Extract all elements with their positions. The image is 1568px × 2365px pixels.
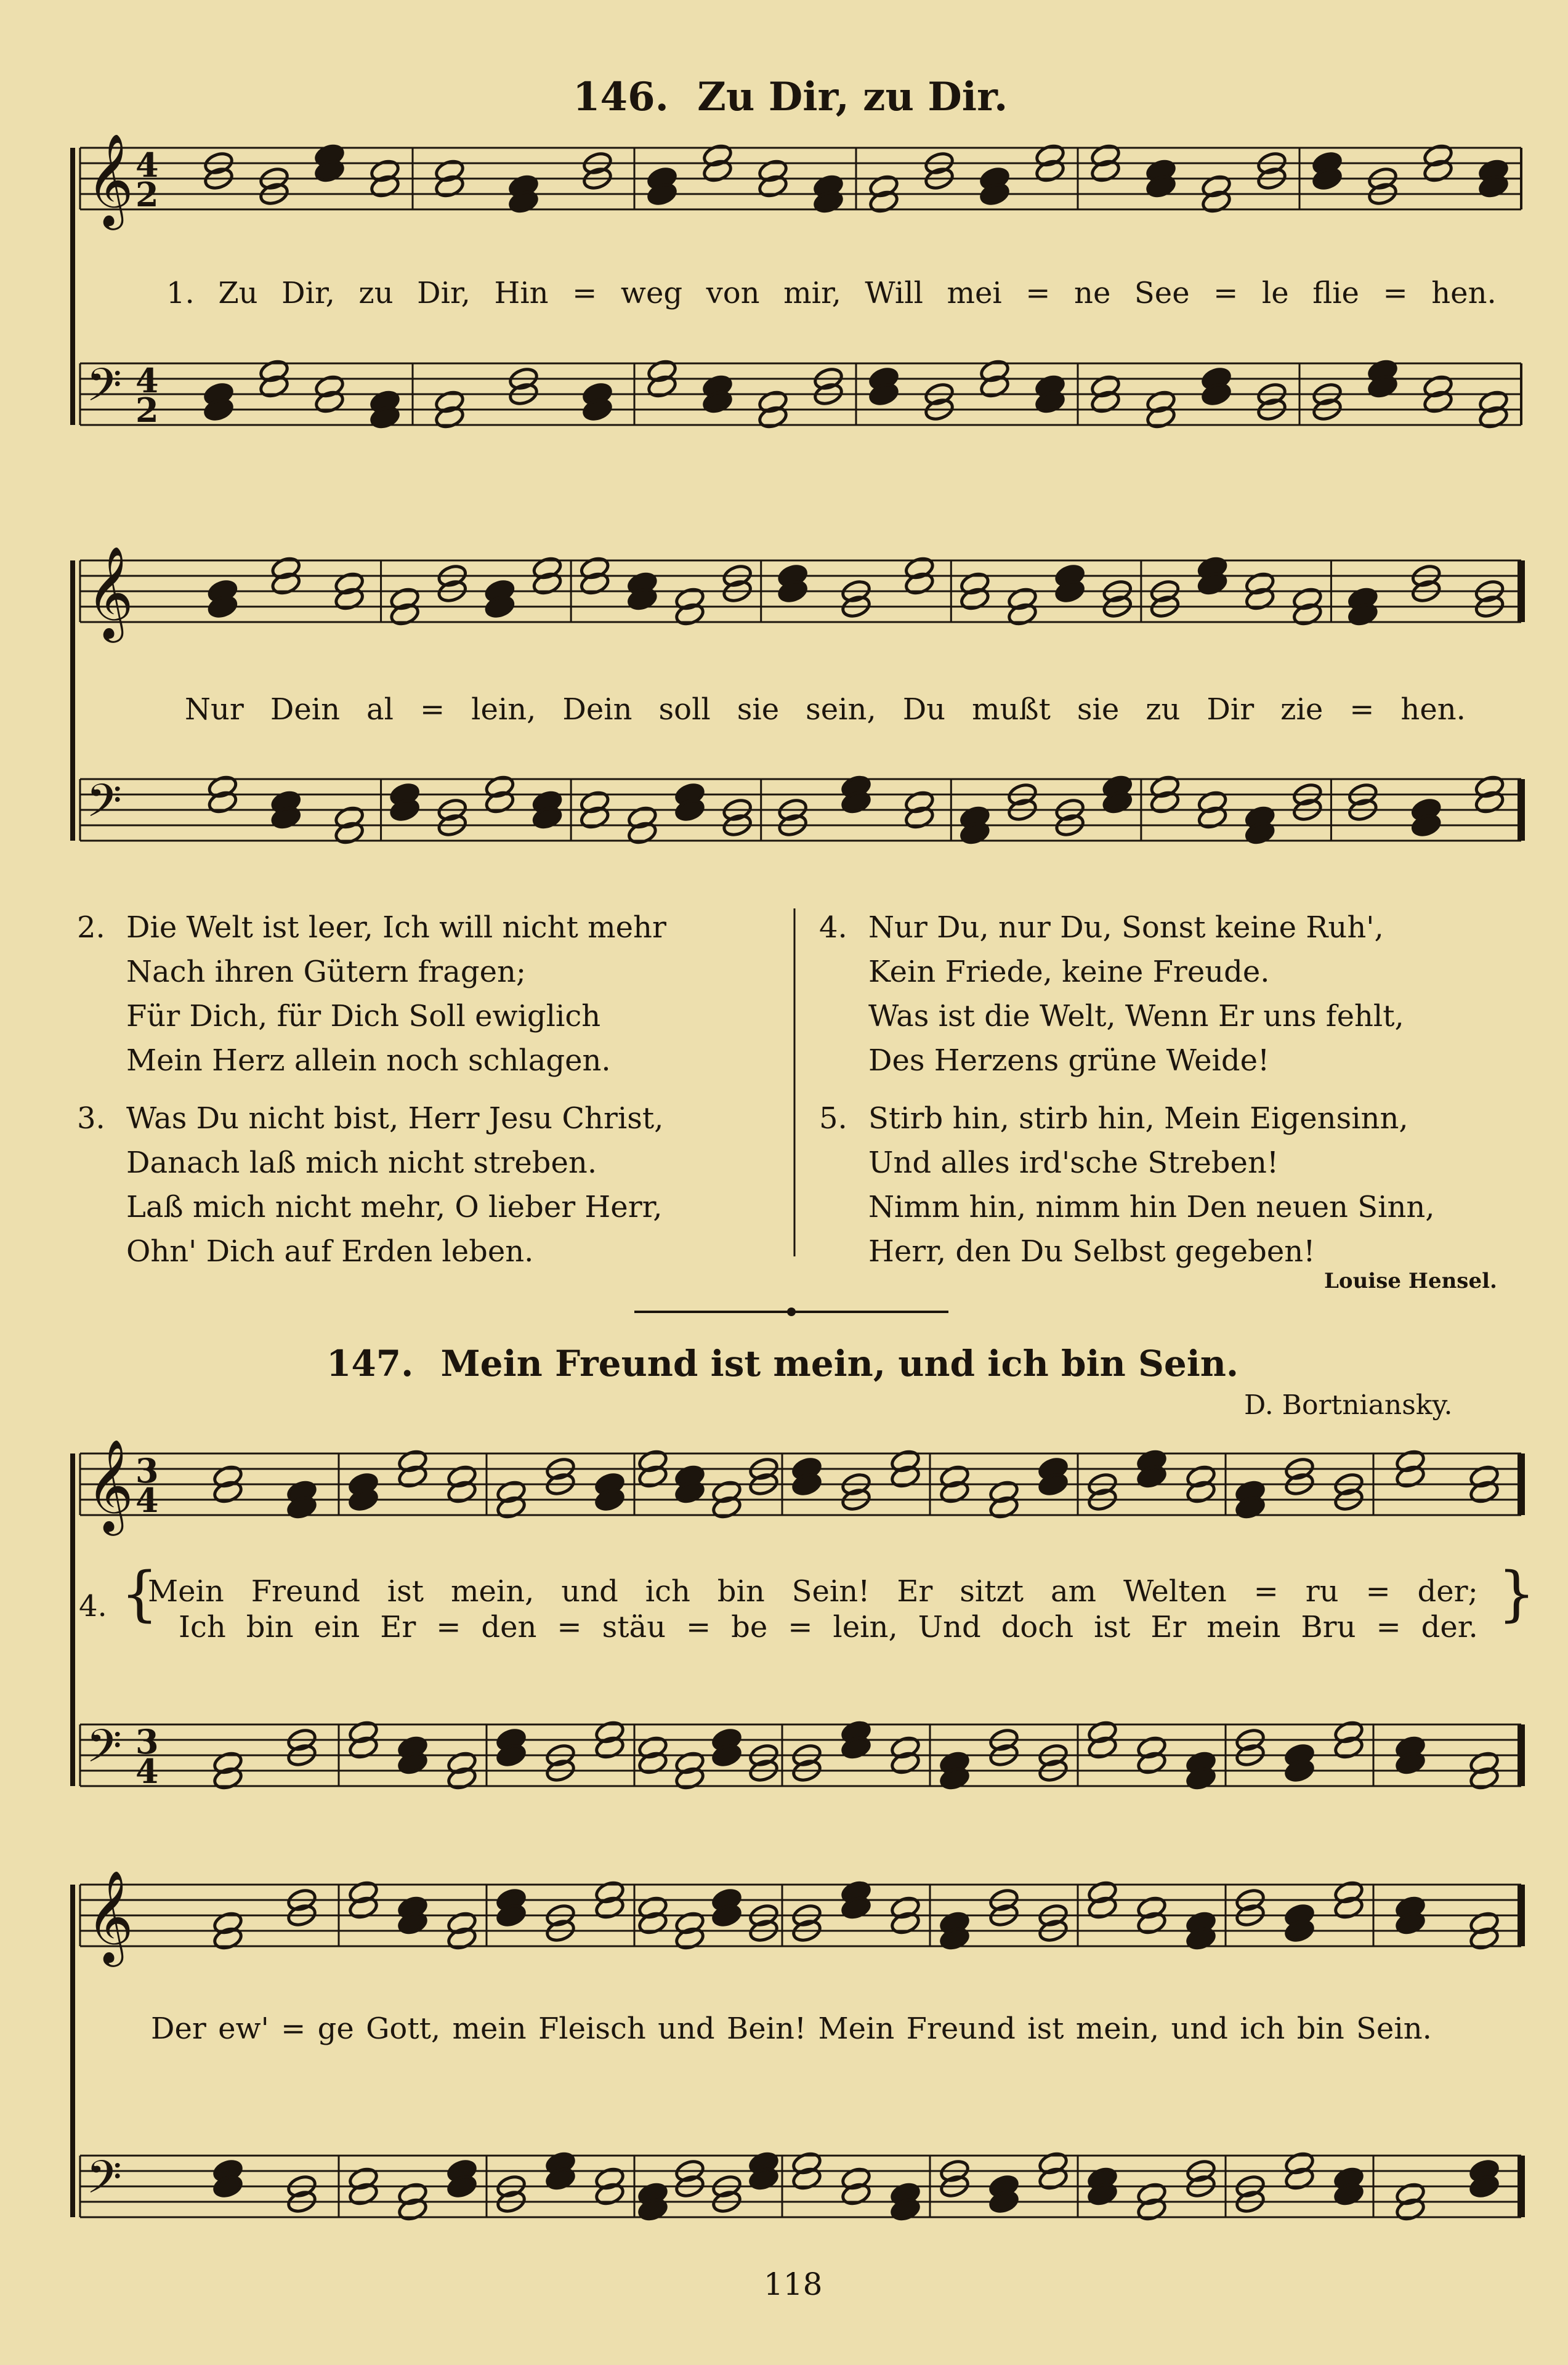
hymn-146-verses-right [819, 905, 1435, 1274]
lyric-syllable: be [731, 1610, 768, 1644]
verse-line: Nimm hin, nimm hin Den neuen Sinn, [868, 1190, 1435, 1224]
lyric-syllable: Er [1150, 1610, 1187, 1644]
lyric-syllable: ist [1027, 2011, 1064, 2046]
lyric-syllable: hen. [1400, 692, 1466, 727]
lyric-syllable: = [1253, 1574, 1279, 1609]
bass-clef-icon: 𝄢 [86, 358, 122, 423]
verse-line: Die Welt ist leer, Ich will nicht mehr [126, 910, 666, 945]
time-signature: 2 [135, 175, 159, 214]
lyric-syllable: sitzt [960, 1574, 1024, 1609]
lyric-syllable: = [685, 1610, 711, 1644]
lyric-syllable: Gott, [366, 2011, 441, 2046]
lyric-syllable: Mein [818, 2011, 895, 2046]
lyric-syllable: mein [452, 2011, 527, 2046]
hymn-146-lyrics-line-1 [166, 276, 1497, 310]
lyric-syllable: = [1213, 276, 1239, 310]
lyric-syllable: der; [1417, 1574, 1478, 1609]
bass-clef-icon: 𝄢 [86, 1720, 122, 1784]
left-brace: { [121, 1559, 159, 1628]
hymn-147-lyrics-line-2 [151, 2011, 1432, 2046]
lyric-syllable: Er [897, 1574, 933, 1609]
verse-line: Laß mich nicht mehr, O lieber Herr, [126, 1190, 663, 1224]
lyric-syllable: = [419, 692, 445, 727]
lyric-syllable: 1. [166, 276, 195, 310]
treble-clef-icon: 𝄞 [86, 545, 134, 639]
hymn-147-verse-number: 4. [79, 1589, 107, 1623]
lyric-syllable: den [481, 1610, 537, 1644]
lyric-syllable: bin [246, 1610, 294, 1644]
lyric-syllable: mei [947, 276, 1002, 310]
lyric-syllable: sie [737, 692, 780, 727]
lyric-syllable: = [1376, 1610, 1401, 1644]
lyric-syllable: = [1349, 692, 1375, 727]
treble-clef-icon: 𝄞 [86, 1869, 134, 1963]
time-signature: 4 [135, 361, 159, 400]
verse-line: Kein Friede, keine Freude. [868, 955, 1270, 989]
lyric-syllable: = [557, 1610, 582, 1644]
lyric-syllable: = [1365, 1574, 1391, 1609]
lyric-syllable: der. [1421, 1610, 1478, 1644]
verse-number: 4. [819, 910, 847, 945]
verse-line: Was Du nicht bist, Herr Jesu Christ, [126, 1101, 664, 1136]
lyric-syllable: lein, [833, 1610, 898, 1644]
verse-block [819, 905, 1435, 1083]
lyric-syllable: Freund [251, 1574, 360, 1609]
lyric-syllable: Welten [1123, 1574, 1227, 1609]
treble-clef-icon: 𝄞 [86, 1438, 134, 1532]
lyric-syllable: ein [313, 1610, 360, 1644]
lyric-syllable: ich [645, 1574, 690, 1609]
verse-line: Nur Du, nur Du, Sonst keine Ruh', [868, 910, 1384, 945]
verse-line: Danach laß mich nicht streben. [126, 1146, 597, 1180]
lyric-syllable: ist [387, 1574, 424, 1609]
bass-clef-icon: 𝄢 [86, 2151, 122, 2215]
hymn-146-verses-left [77, 905, 666, 1274]
lyric-syllable: Mein [148, 1574, 224, 1609]
lyric-syllable: Der [151, 2011, 206, 2046]
time-signature: 4 [135, 1752, 159, 1791]
lyric-syllable: ist [1094, 1610, 1131, 1644]
lyric-syllable: Nur [185, 692, 244, 727]
verse-line: Mein Herz allein noch schlagen. [126, 1043, 611, 1078]
lyric-syllable: mein [1206, 1610, 1281, 1644]
verse-number: 5. [819, 1101, 847, 1136]
hymn-146-title: Zu Dir, zu Dir. [697, 74, 1008, 120]
lyric-syllable: Dir, [417, 276, 471, 310]
lyric-syllable: See [1134, 276, 1190, 310]
lyric-syllable: mein, [1075, 2011, 1160, 2046]
lyric-syllable: hen. [1431, 276, 1497, 310]
verse-line: Was ist die Welt, Wenn Er uns fehlt, [868, 999, 1404, 1033]
lyric-syllable: mußt [972, 692, 1051, 727]
hymn-146-lyrics-line-2 [185, 692, 1466, 727]
lyric-syllable: Will [865, 276, 923, 310]
time-signature: 3 [135, 1722, 159, 1761]
lyric-syllable: sein, [806, 692, 876, 727]
right-brace: } [1498, 1559, 1536, 1628]
verse-number: 3. [77, 1101, 105, 1136]
verse-line: Für Dich, für Dich Soll ewiglich [126, 999, 601, 1033]
verse-number: 2. [77, 910, 105, 945]
hymn-147-composer: D. Bortniansky. [1244, 1389, 1453, 1421]
verse-line: Des Herzens grüne Weide! [868, 1043, 1270, 1078]
lyric-syllable: = [436, 1610, 461, 1644]
lyric-syllable: am [1050, 1574, 1097, 1609]
lyric-syllable: stäu [602, 1610, 666, 1644]
verse-line: Herr, den Du Selbst gegeben! [868, 1234, 1315, 1269]
time-signature: 2 [135, 390, 159, 430]
separator-dot [787, 1308, 796, 1316]
lyric-syllable: Zu [218, 276, 258, 310]
lyric-syllable: Freund [906, 2011, 1016, 2046]
lyric-syllable: ew' [218, 2011, 269, 2046]
page-number: 118 [764, 2266, 823, 2302]
lyric-syllable: = [1383, 276, 1408, 310]
hymn-147-lyrics-line-1b [179, 1610, 1478, 1644]
time-signature: 4 [135, 145, 159, 185]
lyric-syllable: mir, [783, 276, 841, 310]
lyric-syllable: = [281, 2011, 306, 2046]
lyric-syllable: und [561, 1574, 618, 1609]
lyric-syllable: Sein! [791, 1574, 870, 1609]
hymn-146-number: 146. [573, 74, 669, 120]
hymn-147-lyrics-line-1a [148, 1574, 1478, 1609]
lyric-syllable: Dir, [281, 276, 335, 310]
hymn-146-author: Louise Hensel. [1324, 1269, 1497, 1293]
lyric-syllable: Dir [1206, 692, 1255, 727]
lyric-syllable: = [788, 1610, 813, 1644]
lyric-syllable: ich [1240, 2011, 1285, 2046]
lyric-syllable: mein, [450, 1574, 535, 1609]
lyric-syllable: ge [317, 2011, 354, 2046]
lyric-syllable: weg [620, 276, 683, 310]
treble-clef-icon: 𝄞 [86, 132, 134, 226]
verse-line: Nach ihren Gütern fragen; [126, 955, 527, 989]
lyric-syllable: Er [380, 1610, 416, 1644]
lyric-syllable: Bru [1301, 1610, 1356, 1644]
hymn-147-title: Mein Freund ist mein, und ich bin Sein. [440, 1343, 1239, 1385]
verse-block [77, 1096, 666, 1274]
lyric-syllable: flie [1312, 276, 1359, 310]
lyric-syllable: Dein [562, 692, 632, 727]
hymn-147-number: 147. [326, 1343, 414, 1385]
lyric-syllable: Du [902, 692, 946, 727]
lyric-syllable: doch [1001, 1610, 1074, 1644]
verse-line: Und alles ird'sche Streben! [868, 1146, 1279, 1180]
time-signature: 4 [135, 1481, 159, 1520]
lyric-syllable: Bein! [726, 2011, 807, 2046]
lyric-syllable: al [366, 692, 394, 727]
lyric-syllable: Dein [270, 692, 340, 727]
lyric-syllable: von [706, 276, 760, 310]
lyric-syllable: soll [658, 692, 711, 727]
lyric-syllable: ne [1074, 276, 1111, 310]
lyric-syllable: Fleisch [538, 2011, 646, 2046]
lyric-syllable: le [1261, 276, 1289, 310]
lyric-syllable: lein, [471, 692, 536, 727]
lyric-syllable: zu [1146, 692, 1181, 727]
lyric-syllable: zie [1280, 692, 1324, 727]
verse-block [819, 1096, 1435, 1274]
lyric-syllable: = [1025, 276, 1051, 310]
verse-line: Ohn' Dich auf Erden leben. [126, 1234, 534, 1269]
lyric-syllable: Ich [179, 1610, 226, 1644]
bass-clef-icon: 𝄢 [86, 774, 122, 839]
time-signature: 3 [135, 1451, 159, 1490]
lyric-syllable: bin [717, 1574, 765, 1609]
lyric-syllable: sie [1077, 692, 1120, 727]
lyric-syllable: bin [1296, 2011, 1344, 2046]
verse-line: Stirb hin, stirb hin, Mein Eigensinn, [868, 1101, 1408, 1136]
lyric-syllable: = [572, 276, 597, 310]
lyric-syllable: zu [358, 276, 394, 310]
lyric-syllable: und [658, 2011, 715, 2046]
lyric-syllable: und [1171, 2011, 1228, 2046]
lyric-syllable: Und [918, 1610, 981, 1644]
lyric-syllable: ru [1305, 1574, 1339, 1609]
lyric-syllable: Hin [494, 276, 549, 310]
verse-block [77, 905, 666, 1083]
lyric-syllable: Sein. [1356, 2011, 1432, 2046]
